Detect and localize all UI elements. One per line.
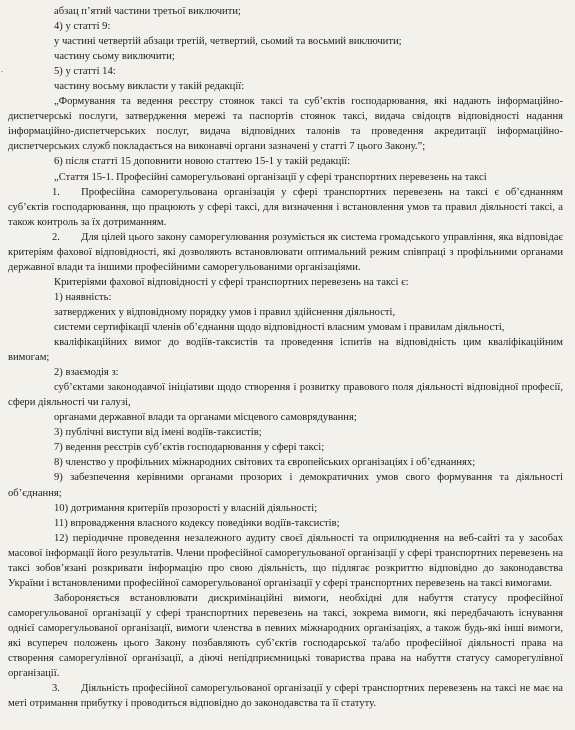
list-item: 12) періодичне проведення незалежного аудиту своєї діяльності та оприлюднення на веб-сайті та у засобах масової інформації його результатів. Члени професійної саморегульованої організації у сфері транспортних перевезень на таксі зобов’язані розкривати інформацію про свою діяльність, що підлягає розкриттю відповідно до законодавства України і встановленими професійної саморегульованої організації у сфері транспортних перевезень на таксі вимогами. [8,532,563,589]
list-item: суб’єктами законодавчої ініціативи щодо створення і розвитку правового поля діяльності відповідної професії, сфери діяльності чи галузі, [8,382,563,409]
numbered-paragraph: 2. Для цілей цього закону саморегулювання розуміється як система громадського управління, яка відповідає критеріям фахової відповідності, які дозволяють встановлювати оптимальний режим співпраці з профільними органами державної влади та іншими професійними саморегульованими організаціями. [8,231,563,273]
list-item: 2) взаємодія з: [54,367,119,379]
list-item: 3) публічні виступи від імені водіїв-таксистів; [54,427,262,439]
list-item: 1) наявність: [54,291,112,303]
list-item: кваліфікаційних вимог до водіїв-таксистів та проведення іспитів на відповідність цим кваліфікаційним вимогам; [8,337,563,364]
list-item: 7) ведення реєстрів суб’єктів господарювання у сфері таксі; [54,442,325,454]
paragraph: абзац п’ятий частини третьої виключити; [54,6,241,17]
paragraph: 6) після статті 15 доповнити новою статтею 15-1 у такій редакції: [54,156,351,168]
list-item: 11) впровадження власного кодексу поведінки водіїв-таксистів; [54,517,340,529]
list-item: 10) дотримання критеріїв прозорості у власній діяльності; [54,502,318,514]
paragraph: 4) у статті 9: [54,21,111,33]
paragraph: Критеріями фахової відповідності у сфері транспортних перевезень на таксі є: [54,276,409,288]
list-item: затверджених у відповідному порядку умов і правил здійснення діяльності, [54,306,396,318]
numbered-paragraph: 3. Діяльність професійної саморегульованої організації у сфері транспортних перевезень на таксі не має на меті отримання прибутку і проводиться відповідно до законодавства та її статуту. [8,683,563,710]
quoted-paragraph: „Формування та ведення реєстру стоянок таксі та суб’єктів господарювання, які надають інформаційно-диспетчерські послуги, затвердження мережі та паспортів стоянок таксі, видача свідоцтв відповідності надання інформаційно-диспетчерських послуг, видача відповідних талонів та проведення акредитації інформаційно-диспетчерських служб покладається на виконавчі органи зазначені у статті 7 цього Закону.”; [8,96,563,153]
paragraph: у частині четвертій абзаци третій, четвертий, сьомий та восьмий виключити; [54,36,402,48]
list-item: органами державної влади та органами місцевого самоврядування; [54,412,357,424]
paragraph: частину восьму викласти у такій редакції: [54,81,245,93]
list-item: системи сертифікації членів об’єднання щодо відповідності власним умовам і правилам діяльності, [54,321,505,333]
article-heading: „Стаття 15-1. Професійні саморегульовані організації у сфері транспортних перевезень на таксі [54,171,487,183]
list-item: 8) членство у профільних міжнародних світових та європейських організаціях і об’єднаннях; [54,457,476,469]
numbered-paragraph: 1. Професійна саморегульована організація у сфері транспортних перевезень на таксі є об’єднанням суб’єктів господарювання, що працюють у сфері таксі, для визначення і встановлення умов та правил діяльності таксі, а також контроль за їх дотриманням. [8,186,563,228]
paragraph: 5) у статті 14: [54,66,116,78]
paragraph: Забороняється встановлювати дискримінаційні вимоги, необхідні для набуття статусу професійної саморегульованої організації у сфері транспортних перевезень на таксі, зокрема вимоги, які передбачають існування однієї саморегульованої організації, вимоги членства в певних міжнародних організаціях, а також будь-які інші вимоги, які всупереч положень цього Закону позбавляють суб’єктів господарської та/або професійної діяльності права на створення саморегулівної організації, а діючі непідприємницькі товариства права на набуття статусу саморегулівної організації. [8,592,563,680]
list-item: 9) забезпечення керівними органами прозорих і демократичних умов свого формування та діяльності об’єднання; [8,472,563,499]
paragraph: частину сьому виключити; [54,51,175,63]
scan-mark: . [1,65,3,74]
